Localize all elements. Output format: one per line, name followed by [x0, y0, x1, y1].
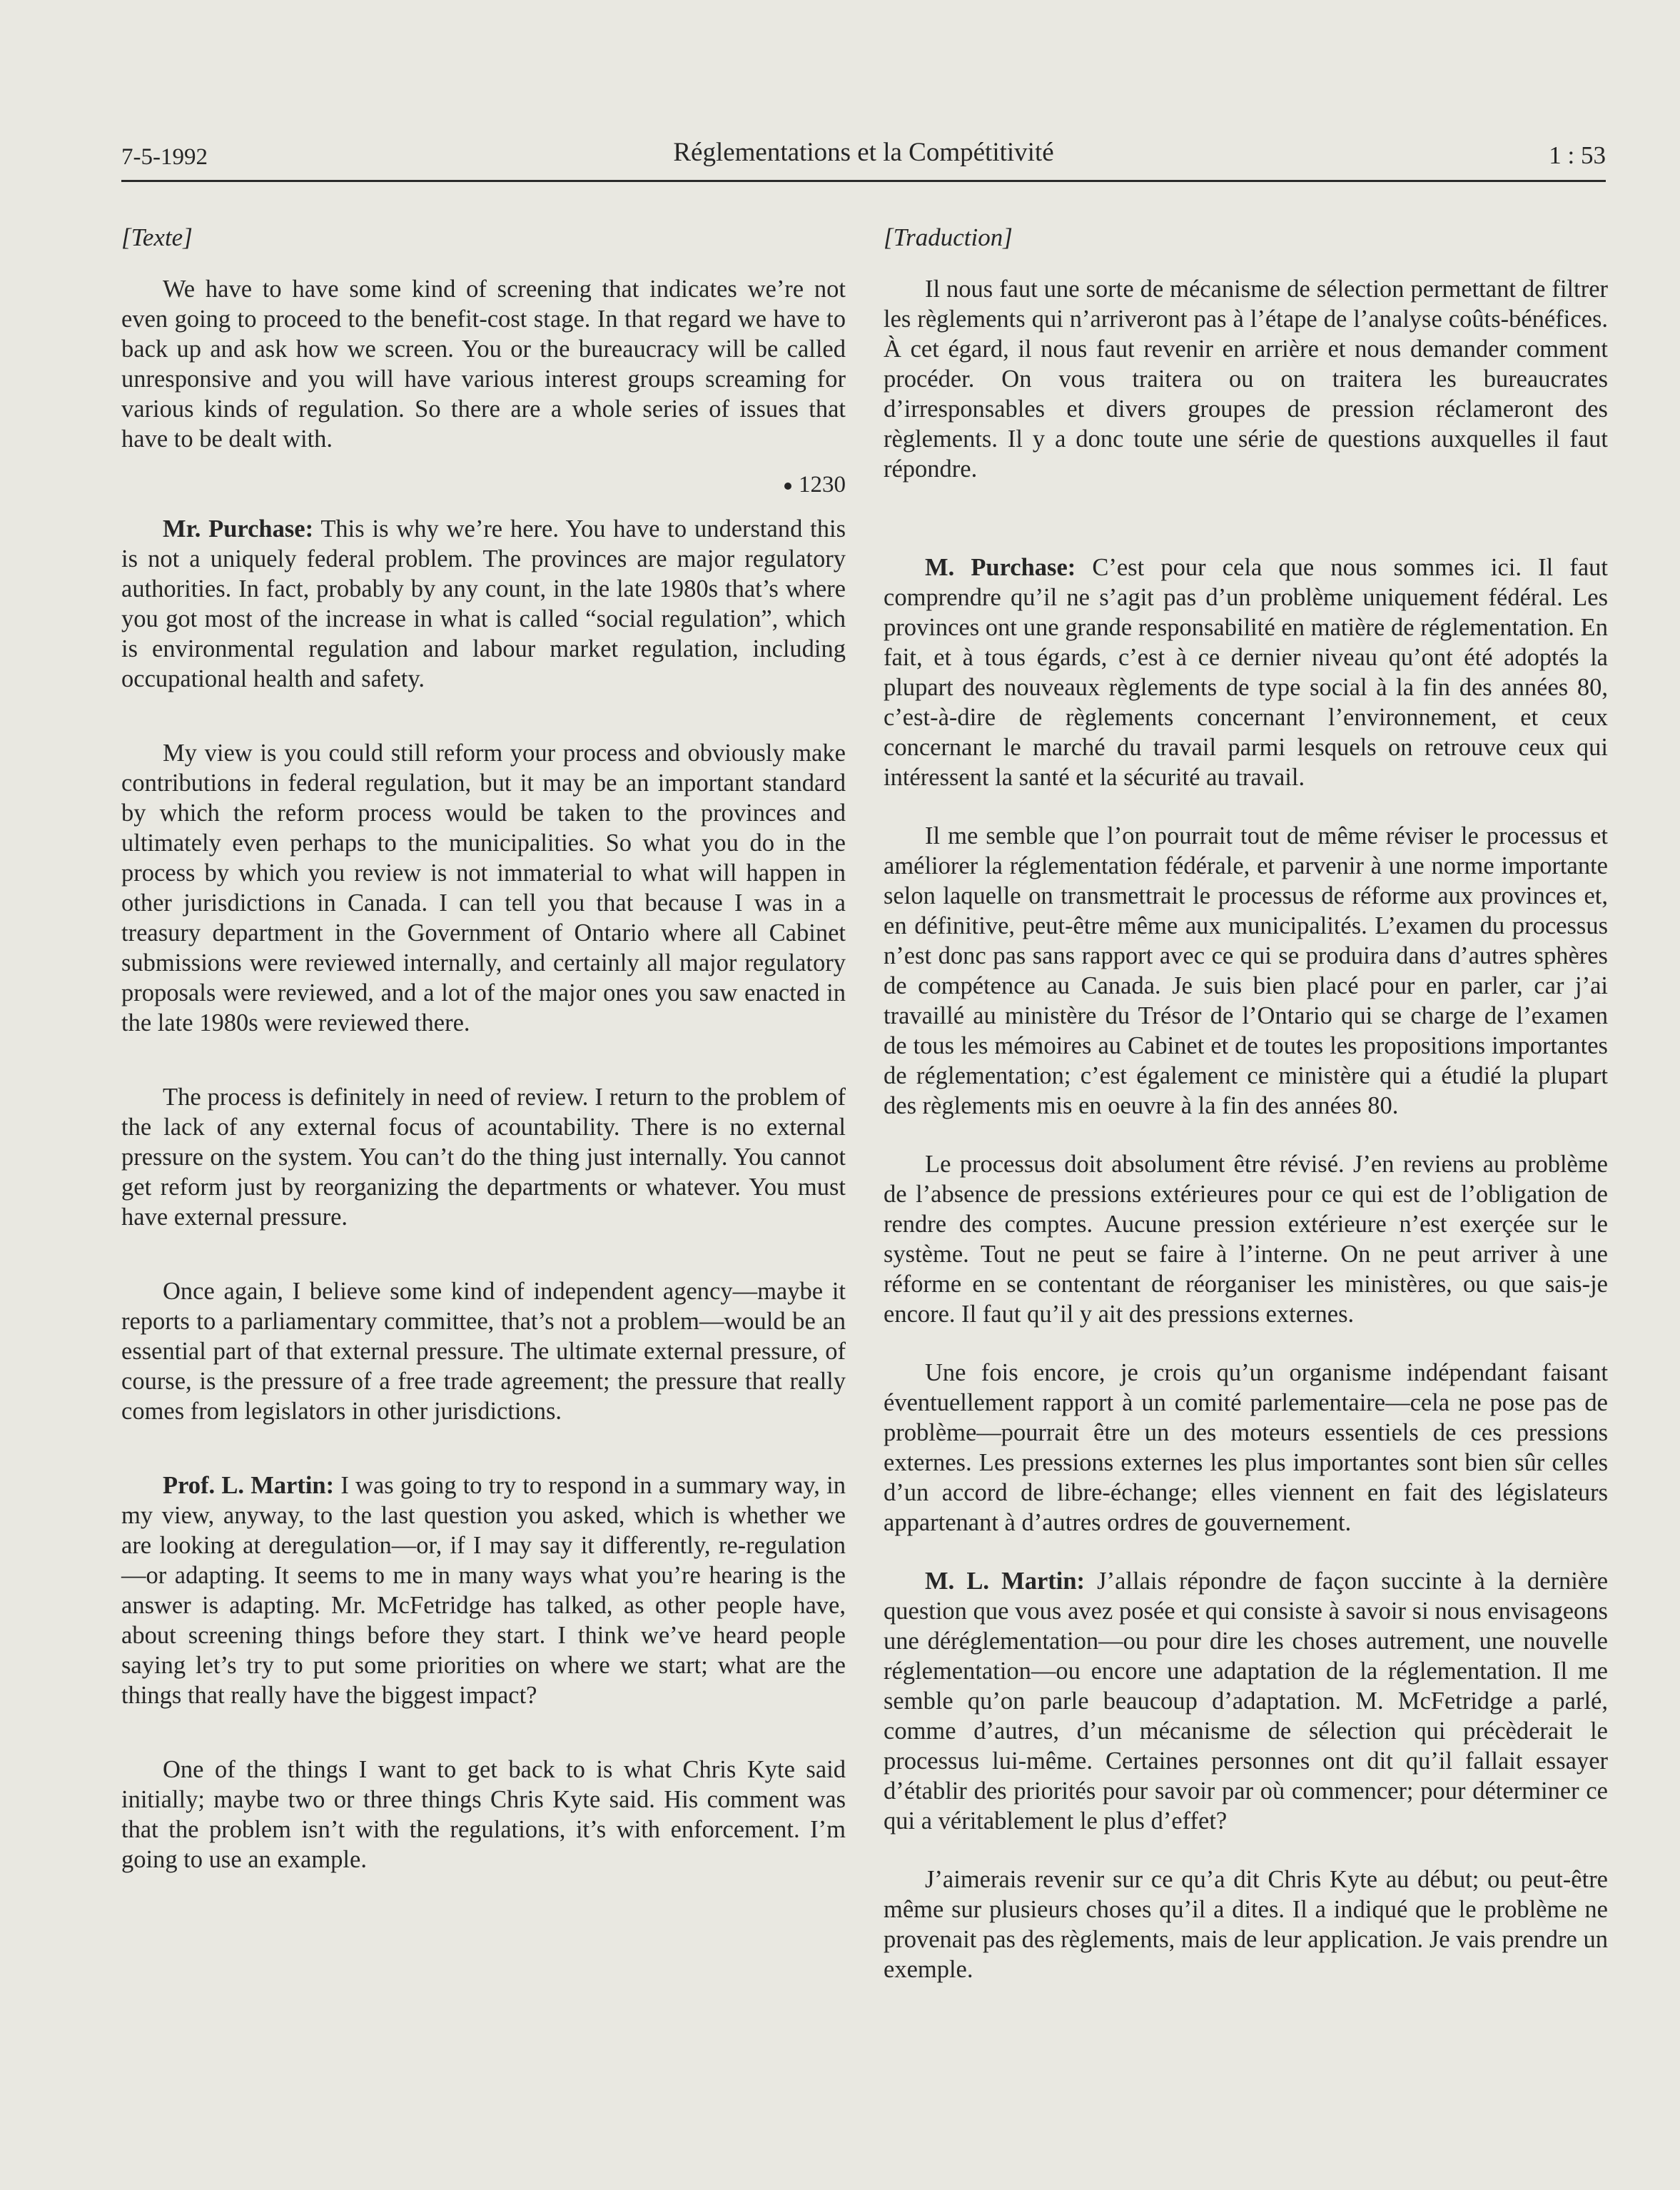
speaker-name: M. L. Martin:: [925, 1568, 1086, 1595]
paragraph-text: Une fois encore, je crois qu’un organisme indépendant faisant éventuellement rapport à un comité parlementaire—cela ne pose pas de problème—pourrait être un des moteurs essentiels de ces pressions externes. Les pressions externes les plus importantes sont bien sûr celles d’un accord de libre-échange; elles viennent en fait des législateurs appartenant à d’autres ordres de gouvernement.: [884, 1359, 1608, 1536]
paragraph-text: I was going to try to respond in a summary way, in my view, anyway, to the last question you asked, which is whether we are looking at deregulation—or, if I may say it differently, re-regulation—or adapting. It seems to me in many ways what you’re hearing is the answer is adapting. Mr. McFetridge has talked, as other people have, about screening things before they start. I think we’ve heard people saying let’s try to put some priorities on where we start; what are the things that really have the biggest impact?: [121, 1472, 846, 1709]
paragraph: [121, 274, 846, 454]
paragraph-text: My view is you could still reform your process and obviously make contributions in federal regulation, but it may be an important standard by which the reform process would be taken to the provinces and ultimately even perhaps to the municipalities. So what you do in the process by which you review is not immaterial to what will happen in other jurisdictions in Canada. I can tell you that because I was in a treasury department in the Government of Ontario where all Cabinet submissions were reviewed internally, and certainly all major regulatory proposals were reviewed, and a lot of the major ones you saw enacted in the late 1980s were reviewed there.: [121, 740, 846, 1036]
paragraph-text: Il nous faut une sorte de mécanisme de sélection permettant de filtrer les règlements qui n’arriveront pas à l’étape de l’analyse coûts-bénéfices. À cet égard, il nous faut revenir en arrière et nous demander comment procéder. On vous traitera ou on traitera les bureaucrates d’irresponsables et divers groupes de pression réclameront des règlements. Il y a donc toute une série de questions auxquelles il faut répondre.: [884, 276, 1608, 483]
paragraph: [884, 274, 1608, 484]
paragraph: [121, 1082, 846, 1232]
french-column: [884, 223, 1608, 1984]
paragraph-text: J’allais répondre de façon succinte à la dernière question que vous avez posée et qui consiste à savoir si nous envisageons une déréglementation—ou pour dire les choses autrement, une nouvelle réglementation—ou encore une adaptation de la réglementation. Il me semble qu’on parle beaucoup d’adaptation. M. McFetridge a parlé, comme d’autres, d’un mécanisme de sélection qui précèderait le processus lui-même. Certaines personnes ont dit qu’il fallait essayer d’établir des priorités pour savoir par où commencer; pour déterminer ce qui a véritablement le plus d’effet?: [884, 1568, 1609, 1835]
paragraph-text: Once again, I believe some kind of independent agency—maybe it reports to a parliamentary committee, that’s not a problem—would be an essential part of that external pressure. The ultimate external pressure, of course, is the pressure of a free trade agreement; the pressure that really comes from legislators in other jurisdictions.: [121, 1278, 846, 1425]
column-label-texte: [Texte]: [121, 223, 193, 251]
time-marker: [121, 470, 846, 500]
header-date: 7-5-1992: [121, 144, 208, 170]
paragraph: [121, 738, 846, 1038]
paragraph-text: Le processus doit absolument être révisé. J’en reviens au problème de l’absence de pressions extérieures pour ce qui est de l’obligation de rendre des comptes. Aucune pression extérieure n’est exerçée sur le système. Tout ne peut se faire à l’interne. On ne peut arriver à une réforme en se contentant de réorganiser les ministères, ou que sais-je encore. Il faut qu’il y ait des pressions externes.: [884, 1151, 1608, 1328]
paragraph-text: One of the things I want to get back to is what Chris Kyte said initially; maybe two or three things Chris Kyte said. His comment was that the problem isn’t with the regulations, it’s with enforcement. I’m going to use an example.: [121, 1756, 846, 1873]
paragraph-text: This is why we’re here. You have to understand this is not a uniquely federal problem. The provinces are major regulatory authorities. In fact, probably by any count, in the late 1980s that’s where you got most of the increase in what is called “social regulation”, which is environmental regulation and labour market regulation, including occupational health and safety.: [121, 515, 846, 692]
time-marker-text: 1230: [799, 472, 846, 498]
bullet-icon: [784, 483, 791, 490]
paragraph: [884, 552, 1608, 792]
paragraph: [121, 1276, 846, 1426]
paragraph: [884, 1149, 1608, 1329]
paragraph: [884, 1358, 1608, 1538]
english-column: [121, 223, 846, 1874]
paragraph-text: We have to have some kind of screening that indicates we’re not even going to proceed to the benefit-cost stage. In that regard we have to back up and ask how we screen. You or the bureaucracy will be called unresponsive and you will have various interest groups screaming for various kinds of regulation. So there are a whole series of issues that have to be dealt with.: [121, 276, 846, 453]
paragraph-text: Il me semble que l’on pourrait tout de même réviser le processus et améliorer la réglementation fédérale, et parvenir à une norme importante selon laquelle on transmettrait le processus de réforme aux provinces et, en définitive, peut-être même aux municipalités. L’examen du processus n’est donc pas sans rapport avec ce qui se produira dans d’autres sphères de compétence au Canada. Je suis bien placé pour en parler, car j’ai travaillé au ministère du Trésor de l’Ontario qui se charge de l’examen de tous les mémoires au Cabinet et de toutes les propositions importantes de réglementation; c’est également ce ministère qui a étudié la plupart des règlements mis en oeuvre à la fin des années 80.: [884, 822, 1608, 1119]
page-header: [121, 134, 1606, 182]
speaker-name: Prof. L. Martin:: [163, 1472, 335, 1499]
speaker-name: Mr. Purchase:: [163, 515, 314, 543]
paragraph-text: The process is definitely in need of review. I return to the problem of the lack of any external focus of acountability. There is no external pressure on the system. You can’t do the thing just internally. You cannot get reform just by reorganizing the departments or whatever. You must have external pressure.: [121, 1084, 846, 1231]
paragraph: [884, 1864, 1608, 1984]
paragraph: [121, 1755, 846, 1874]
speaker-name: M. Purchase:: [925, 554, 1076, 581]
header-title: Réglementations et la Compétitivité: [673, 138, 1054, 167]
paragraph-text: J’aimerais revenir sur ce qu’a dit Chris Kyte au début; ou peut-être même sur plusieurs choses qu’il a dites. Il a indiqué que le problème ne provenait pas des règlements, mais de leur application. Je vais prendre un exemple.: [884, 1866, 1608, 1983]
paragraph: [121, 1470, 846, 1710]
header-page-number: 1 : 53: [1549, 141, 1606, 169]
paragraph: [884, 821, 1608, 1121]
paragraph: [121, 514, 846, 694]
paragraph: [884, 1566, 1608, 1836]
column-label-traduction: [Traduction]: [884, 223, 1013, 251]
paragraph-text: C’est pour cela que nous sommes ici. Il faut comprendre qu’il ne s’agit pas d’un problème uniquement fédéral. Les provinces ont une grande responsabilité en matière de réglementation. En fait, et à tous égards, c’est à ce dernier niveau qu’ont été adoptés la plupart des nouveaux règlements de type social à la fin des années 80, c’est-à-dire de règlements concernant l’environnement, et ceux concernant le marché du travail parmi lesquels on retrouve ceux qui intéressent la santé et la sécurité au travail.: [884, 554, 1608, 791]
